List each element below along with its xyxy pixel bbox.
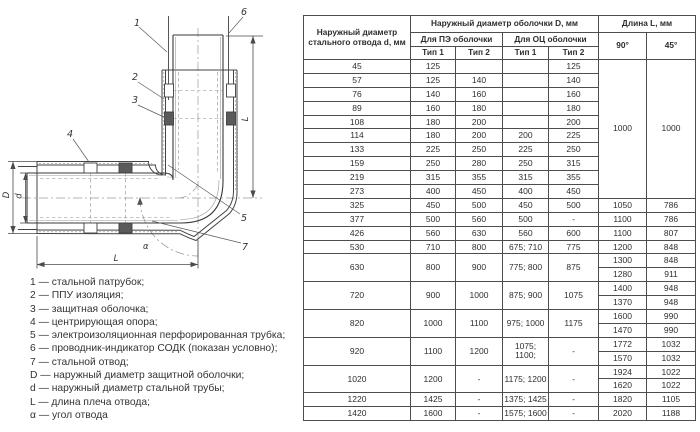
header-pe-type2: Тип 2 — [456, 47, 503, 60]
cell-length-45: 807 — [647, 226, 696, 240]
dimensions-table — [303, 15, 696, 421]
cell-oc-type1: 1075; 1100; — [503, 337, 549, 365]
table-row — [304, 226, 696, 240]
header-90deg: 90° — [599, 33, 647, 60]
cell-pe-type1: 125 — [411, 60, 456, 74]
cell-oc-type2: - — [549, 337, 599, 365]
cell-pe-type2: 250 — [456, 143, 503, 157]
cell-pe-type1: 710 — [411, 240, 456, 254]
header-pe-casing: Для ПЭ оболочки — [411, 33, 503, 47]
cell-pe-type2 — [456, 60, 503, 74]
center-lines — [22, 28, 262, 262]
cell-oc-type2: 600 — [549, 226, 599, 240]
cell-length-90: 1300 — [599, 254, 647, 268]
legend-item: L — длина плеча отвода; — [30, 396, 150, 408]
cell-length-90: 1570 — [599, 351, 647, 365]
cell-pe-type1: 400 — [411, 185, 456, 199]
cell-pe-type1: 1000 — [411, 310, 456, 338]
legend-item: 3 — защитная оболочка; — [30, 303, 149, 315]
table-row — [304, 407, 696, 421]
cell-d: 159 — [304, 157, 411, 171]
cell-oc-type1: 200 — [503, 129, 549, 143]
cell-oc-type2: 875 — [549, 254, 599, 282]
cell-d: 273 — [304, 185, 411, 199]
cell-d: 76 — [304, 87, 411, 101]
cell-pe-type2: - — [456, 393, 503, 407]
cell-length-45: 1188 — [647, 407, 696, 421]
cell-oc-type2: 1175 — [549, 310, 599, 338]
cell-oc-type1: 500 — [503, 212, 549, 226]
cell-pe-type2: 140 — [456, 73, 503, 87]
cell-oc-type1 — [503, 101, 549, 115]
cell-oc-type1 — [503, 73, 549, 87]
legend-item: 7 — стальной отвод; — [30, 356, 129, 368]
cell-length-45: 948 — [647, 282, 696, 296]
legend-item: d — наружный диаметр стальной трубы; — [30, 383, 225, 395]
cell-length-45: 786 — [647, 198, 696, 212]
cell-oc-type1: 1175; 1200 — [503, 365, 549, 393]
cell-oc-type1: 250 — [503, 157, 549, 171]
legend-item: 1 — стальной патрубок; — [30, 277, 145, 288]
cell-oc-type2: 250 — [549, 143, 599, 157]
cell-d: 820 — [304, 310, 411, 338]
cell-pe-type1: 800 — [411, 254, 456, 282]
cell-pe-type1: 250 — [411, 157, 456, 171]
cell-pe-type1: 315 — [411, 171, 456, 185]
cell-length-45: 848 — [647, 240, 696, 254]
cell-length-90: 1772 — [599, 337, 647, 351]
cell-pe-type1: 1600 — [411, 407, 456, 421]
cell-oc-type2: 125 — [549, 60, 599, 74]
cell-length-90: 1200 — [599, 240, 647, 254]
cell-d: 1020 — [304, 365, 411, 393]
cell-length-90: 1100 — [599, 226, 647, 240]
cell-oc-type1: 560 — [503, 226, 549, 240]
steel-pipe — [27, 35, 223, 223]
cell-pe-type2: 1200 — [456, 337, 503, 365]
cell-length-90: 1000 — [599, 60, 647, 199]
cell-oc-type2: 500 — [549, 198, 599, 212]
cell-d: 377 — [304, 212, 411, 226]
cell-oc-type2: - — [549, 212, 599, 226]
cell-length-45: 990 — [647, 323, 696, 337]
cell-pe-type1: 450 — [411, 198, 456, 212]
table-row — [304, 198, 696, 212]
cell-d: 108 — [304, 115, 411, 129]
cell-pe-type1: 180 — [411, 115, 456, 129]
cell-length-45: 1022 — [647, 379, 696, 393]
cell-d: 219 — [304, 171, 411, 185]
cell-pe-type2: 355 — [456, 171, 503, 185]
cell-pe-type2: 280 — [456, 157, 503, 171]
cell-oc-type2: - — [549, 407, 599, 421]
cell-pe-type2: 450 — [456, 185, 503, 199]
cell-oc-type2: - — [549, 393, 599, 407]
legend-item: 2 — ППУ изоляция; — [30, 290, 124, 302]
cell-pe-type1: 160 — [411, 101, 456, 115]
cell-oc-type1: 315 — [503, 171, 549, 185]
table-row — [304, 365, 696, 379]
cell-d: 114 — [304, 129, 411, 143]
cell-pe-type1: 500 — [411, 212, 456, 226]
header-oc-type2: Тип 2 — [549, 47, 599, 60]
legend-item: α — угол отвода — [30, 409, 108, 421]
cell-length-45: 990 — [647, 310, 696, 324]
cell-oc-type1: 675; 710 — [503, 240, 549, 254]
cell-pe-type1: 1425 — [411, 393, 456, 407]
cell-length-45: 948 — [647, 296, 696, 310]
callout-5: 5 — [241, 213, 248, 224]
cell-oc-type1 — [503, 60, 549, 74]
cell-length-45: 1022 — [647, 365, 696, 379]
callout-2: 2 — [132, 72, 139, 83]
drawing-panel — [0, 0, 303, 432]
cell-length-90: 1470 — [599, 323, 647, 337]
callout-3: 3 — [132, 95, 139, 106]
cell-pe-type2: - — [456, 365, 503, 393]
cell-length-90: 1924 — [599, 365, 647, 379]
legend-item: D — наружный диаметр защитной оболочки; — [30, 370, 245, 382]
cell-oc-type2: 775 — [549, 240, 599, 254]
cell-oc-type2: 180 — [549, 101, 599, 115]
header-oc-type1: Тип 1 — [503, 47, 549, 60]
header-45deg: 45° — [647, 33, 696, 60]
cell-d: 720 — [304, 282, 411, 310]
table-row — [304, 337, 696, 351]
steel-pipe-inner-wall — [29, 37, 221, 221]
cell-d: 920 — [304, 337, 411, 365]
cell-length-45: 1032 — [647, 337, 696, 351]
cell-length-90: 1050 — [599, 198, 647, 212]
cell-oc-type1: 1375; 1425 — [503, 393, 549, 407]
cell-pe-type2: 200 — [456, 115, 503, 129]
cell-pe-type2: 560 — [456, 212, 503, 226]
cell-pe-type1: 900 — [411, 282, 456, 310]
table-row — [304, 60, 696, 74]
cell-oc-type1: 775; 800 — [503, 254, 549, 282]
cell-pe-type1: 180 — [411, 129, 456, 143]
callout-7: 7 — [242, 242, 249, 253]
cell-oc-type1 — [503, 115, 549, 129]
cell-pe-type2: 800 — [456, 240, 503, 254]
dim-label-d: d — [14, 193, 25, 199]
cell-length-90: 1400 — [599, 282, 647, 296]
cell-pe-type1: 125 — [411, 73, 456, 87]
cell-oc-type1 — [503, 87, 549, 101]
cell-d: 530 — [304, 240, 411, 254]
cell-oc-type2: - — [549, 365, 599, 393]
cell-pe-type1: 1100 — [411, 337, 456, 365]
cell-length-90: 1620 — [599, 379, 647, 393]
cell-oc-type2: 355 — [549, 171, 599, 185]
cell-oc-type2: 140 — [549, 73, 599, 87]
cell-d: 630 — [304, 254, 411, 282]
table-row — [304, 310, 696, 324]
cell-oc-type2: 200 — [549, 115, 599, 129]
elbow-technical-drawing — [0, 0, 303, 272]
table-row — [304, 254, 696, 268]
header-casing-diameter: Наружный диаметр оболочки D, мм — [411, 16, 599, 33]
cell-pe-type2: 900 — [456, 254, 503, 282]
table-row — [304, 240, 696, 254]
cell-d: 57 — [304, 73, 411, 87]
sodk-wires — [18, 16, 229, 230]
table-row — [304, 393, 696, 407]
cell-oc-type1: 975; 1000 — [503, 310, 549, 338]
header-steel-diameter: Наружный диаметр стального отвода d, мм — [304, 16, 411, 60]
callout-leaders — [73, 17, 243, 243]
cell-oc-type2: 225 — [549, 129, 599, 143]
cell-pe-type1: 140 — [411, 87, 456, 101]
header-pe-type1: Тип 1 — [411, 47, 456, 60]
angle-label: α — [143, 242, 149, 252]
dim-label-D: D — [2, 191, 12, 199]
cell-oc-type2: 1075 — [549, 282, 599, 310]
cell-length-90: 1370 — [599, 296, 647, 310]
centering-supports — [84, 84, 236, 233]
cell-oc-type2: 315 — [549, 157, 599, 171]
cell-d: 1420 — [304, 407, 411, 421]
cell-d: 325 — [304, 198, 411, 212]
cell-oc-type2: 160 — [549, 87, 599, 101]
cell-length-45: 786 — [647, 212, 696, 226]
cell-pe-type2: 1000 — [456, 282, 503, 310]
legend — [30, 276, 302, 422]
dim-label-L-horizontal: L — [113, 254, 119, 264]
cell-oc-type1: 1575; 1600 — [503, 407, 549, 421]
cell-length-90: 2020 — [599, 407, 647, 421]
cell-pe-type2: 630 — [456, 226, 503, 240]
legend-item: 6 — проводник-индикатор СОДК (показан условно); — [30, 343, 278, 355]
cell-d: 1220 — [304, 393, 411, 407]
cell-pe-type2: 1100 — [456, 310, 503, 338]
cell-length-90: 1600 — [599, 310, 647, 324]
cell-oc-type1: 225 — [503, 143, 549, 157]
legend-item: 5 — электроизоляционная перфорированная трубка; — [30, 330, 286, 342]
dimensions-table-panel — [303, 15, 696, 421]
callout-4: 4 — [67, 129, 74, 140]
cell-d: 45 — [304, 60, 411, 74]
cell-length-90: 1820 — [599, 393, 647, 407]
table-row — [304, 212, 696, 226]
cell-d: 133 — [304, 143, 411, 157]
cell-pe-type1: 560 — [411, 226, 456, 240]
cell-pe-type2: 500 — [456, 198, 503, 212]
cell-pe-type2: 200 — [456, 129, 503, 143]
cell-length-45: 911 — [647, 268, 696, 282]
cell-pe-type2: 180 — [456, 101, 503, 115]
callout-6: 6 — [241, 7, 248, 18]
header-length: Длина L, мм — [599, 16, 696, 33]
cell-oc-type1: 450 — [503, 198, 549, 212]
dim-label-L-vertical: L — [241, 116, 251, 122]
cell-d: 426 — [304, 226, 411, 240]
cell-length-45: 1000 — [647, 60, 696, 199]
cell-d: 89 — [304, 101, 411, 115]
cell-pe-type1: 225 — [411, 143, 456, 157]
cell-pe-type1: 1200 — [411, 365, 456, 393]
cell-pe-type2: 160 — [456, 87, 503, 101]
cell-length-45: 848 — [647, 254, 696, 268]
legend-item: 4 — центрирующая опора; — [30, 316, 158, 328]
cell-pe-type2: - — [456, 407, 503, 421]
cell-oc-type2: 450 — [549, 185, 599, 199]
header-oc-casing: Для ОЦ оболочки — [503, 33, 599, 47]
callout-1: 1 — [134, 18, 141, 29]
cell-length-90: 1280 — [599, 268, 647, 282]
cell-length-45: 1105 — [647, 393, 696, 407]
cell-length-90: 1100 — [599, 212, 647, 226]
cell-oc-type1: 400 — [503, 185, 549, 199]
cell-oc-type1: 875; 900 — [503, 282, 549, 310]
cell-length-45: 1032 — [647, 351, 696, 365]
table-row — [304, 282, 696, 296]
